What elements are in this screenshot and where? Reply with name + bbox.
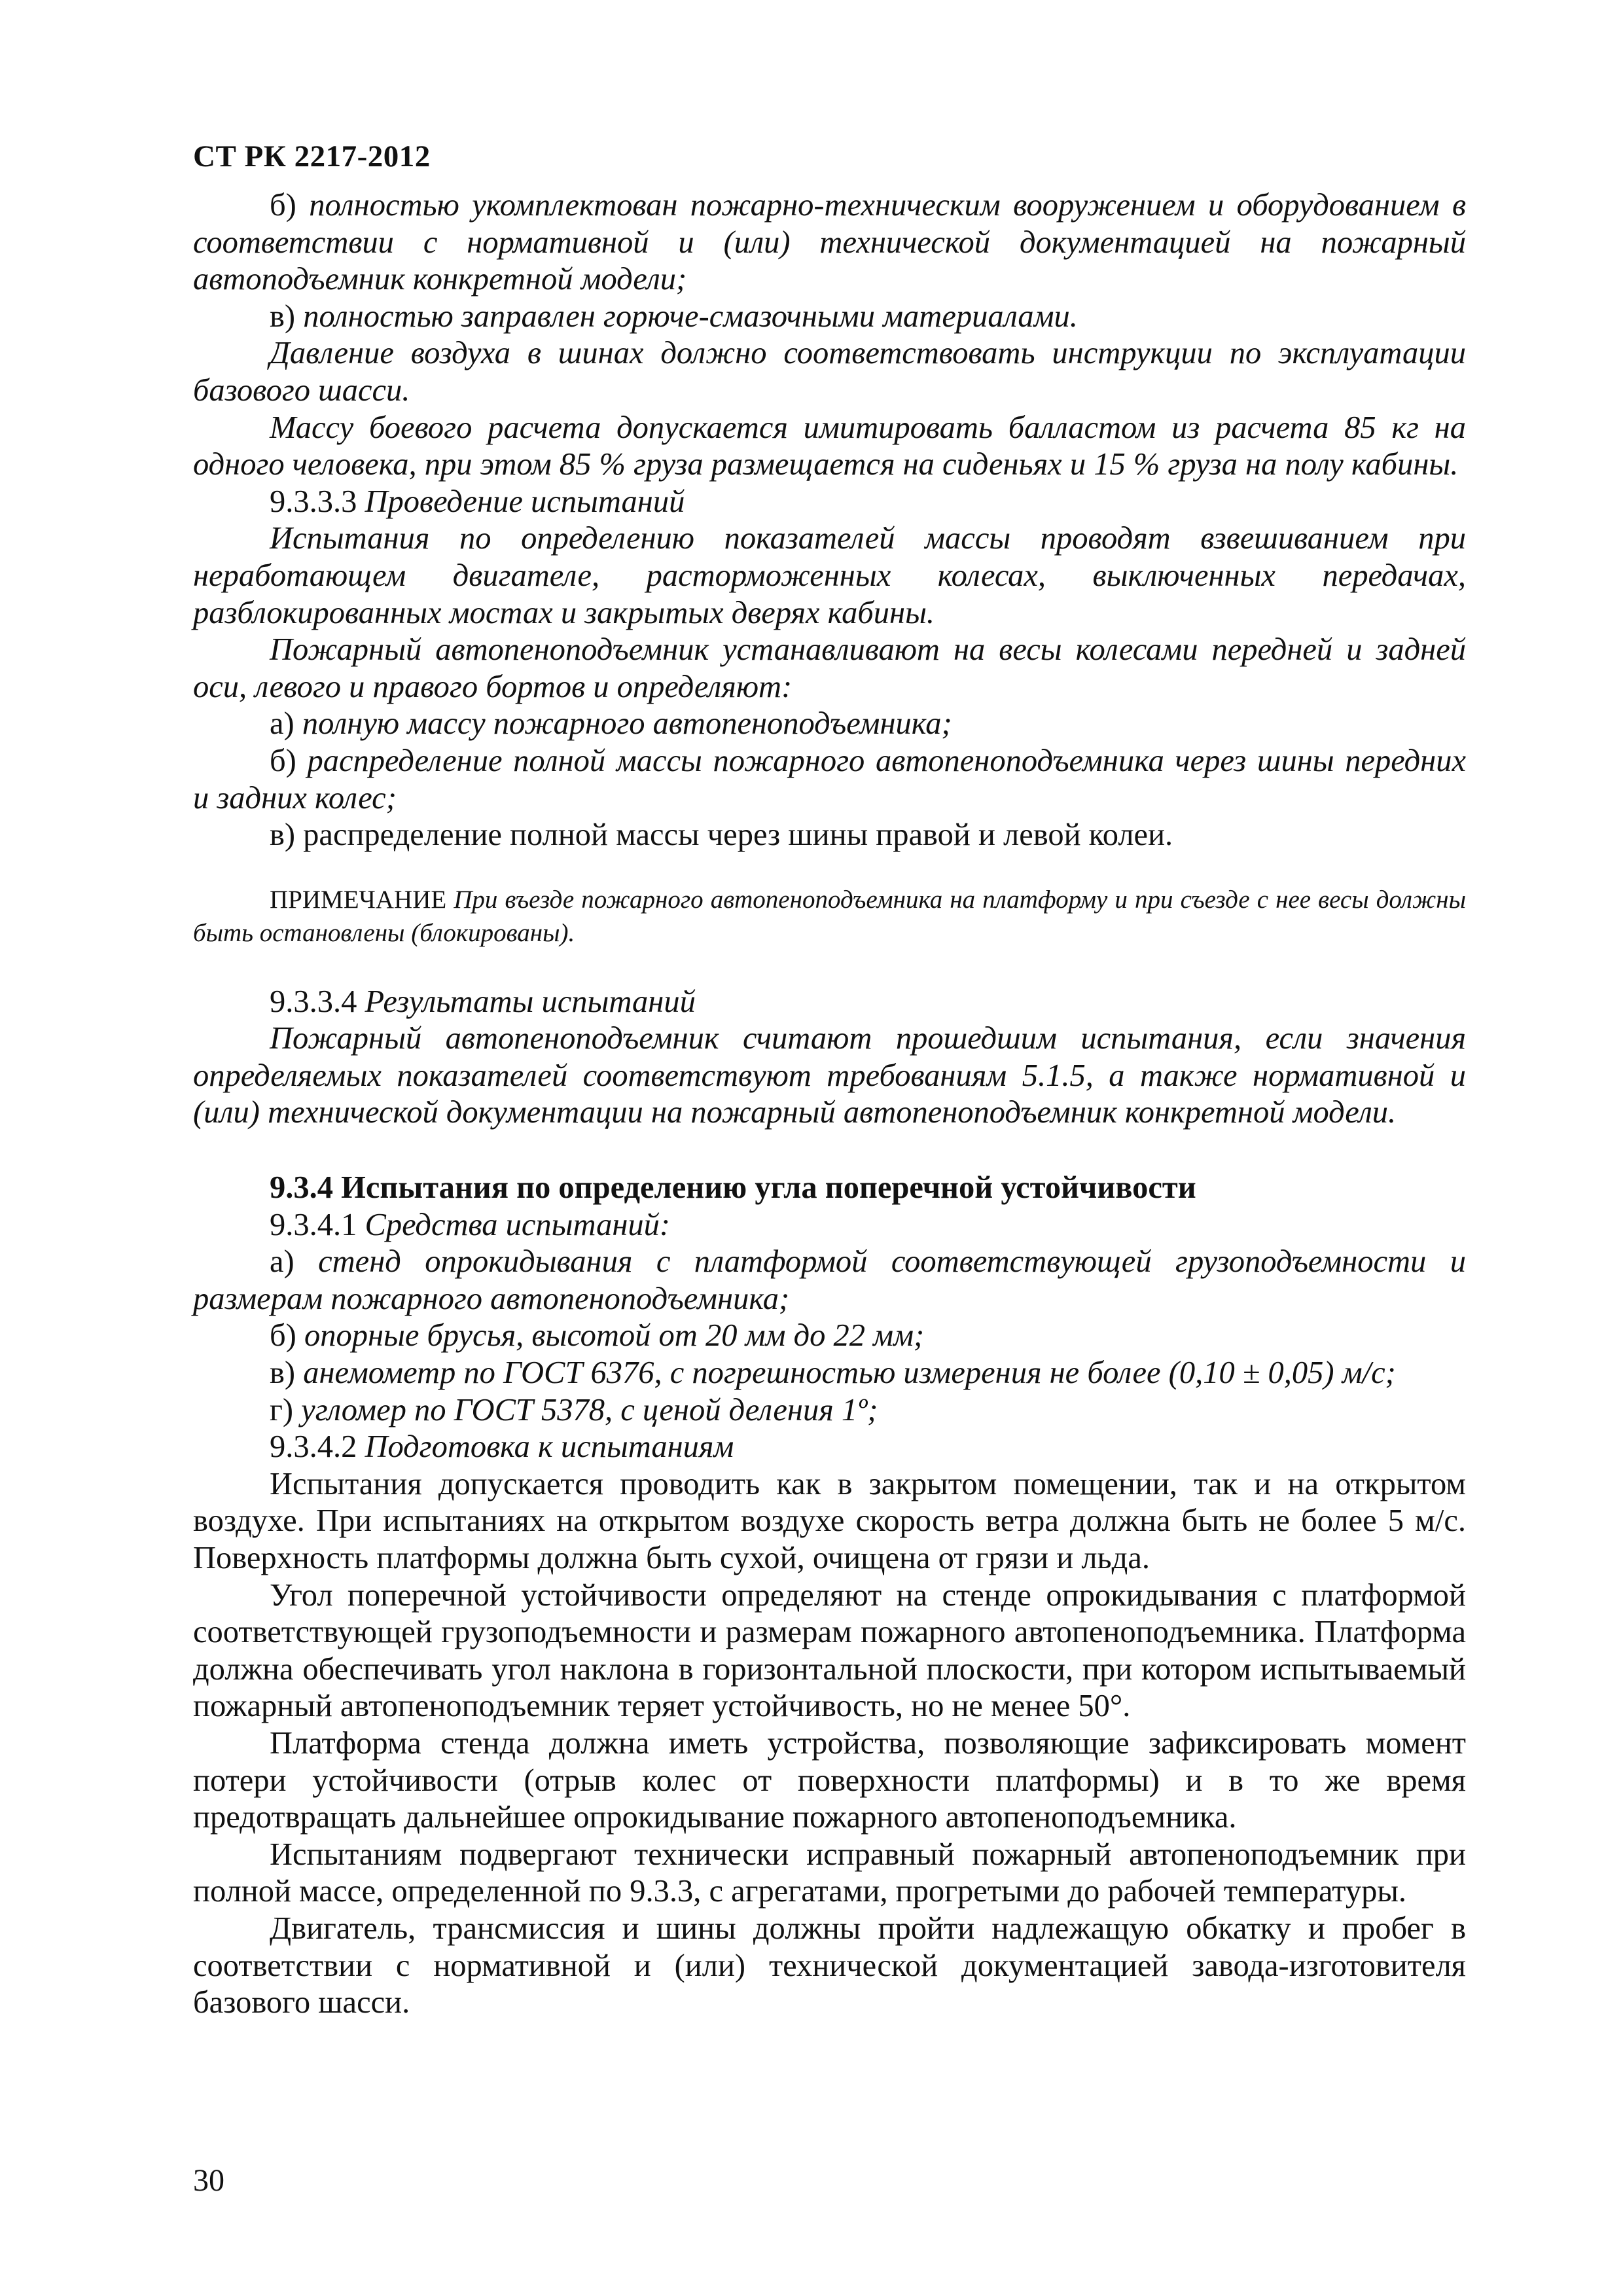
- note-text: При въезде пожарного автопеноподъемника на платформу и при съезде с нее весы должны быть остановлены (блокированы).: [193, 885, 1466, 947]
- page-number: 30: [193, 2163, 224, 2198]
- section-number: 9.3.3.3: [270, 484, 365, 519]
- section-title: Проведение испытаний: [365, 484, 685, 519]
- paragraph-text: распределение полной массы пожарного автопеноподъемника через шины передних и задних колес;: [193, 743, 1466, 816]
- document-code-header: СТ РК 2217-2012: [193, 139, 431, 173]
- paragraph-stability-angle: Угол поперечной устойчивости определяют на стенде опрокидывания с платформой соответствующей грузоподъемности и размерам пожарного автопеноподъемника. Платформа должна обеспечивать угол наклона в горизонтальной плоскости, при котором испытываемый пожарный автопеноподъемник теряет устойчивость, но не менее 50°.: [193, 1577, 1466, 1724]
- paragraph-scales: Пожарный автопеноподъемник устанавливают на весы колесами передней и задней оси, левого и правого бортов и определяют:: [193, 632, 1466, 704]
- paragraph-fuel: [193, 298, 1466, 336]
- paragraph-text: опорные брусья, высотой от 20 мм до 22 мм;: [304, 1318, 925, 1354]
- paragraph-running-in: Двигатель, трансмиссия и шины должны пройти надлежащую обкатку и пробег в соответствии с нормативной и (или) технической документацией завода-изготовителя базового шасси.: [193, 1910, 1466, 2020]
- section-9-3-4-1-title: [193, 1207, 1466, 1244]
- paragraph-goniometer: [193, 1392, 1466, 1429]
- paragraph-text: полную массу пожарного автопеноподъемника;: [302, 706, 952, 742]
- paragraph-test-conditions: Испытания допускается проводить как в закрытом помещении, так и на открытом воздухе. При испытаниях на открытом воздухе скорость ветра должна быть не более 5 м/с. Поверхность платформы должна быть сухой, очищена от грязи и льда.: [193, 1466, 1466, 1575]
- list-marker: а): [270, 1244, 319, 1280]
- list-marker: б): [270, 743, 308, 778]
- paragraph-tire-pressure: Давление воздуха в шинах должно соответствовать инструкции по эксплуатации базового шасси.: [193, 336, 1466, 408]
- note: [193, 883, 1466, 950]
- paragraph-crew-mass: Массу боевого расчета допускается имитировать балластом из расчета 85 кг на одного человека, при этом 85 % груза размещается на сиденьях и 15 % груза на полу кабины.: [193, 410, 1466, 482]
- section-title: Средства испытаний:: [365, 1207, 671, 1242]
- paragraph-stand-devices: Платформа стенда должна иметь устройства, позволяющие зафиксировать момент потери устойчивости (отрыв колес от поверхности платформы) и в то же время предотвращать дальнейшее опрокидывание пожарного автопеноподъемника.: [193, 1725, 1466, 1835]
- paragraph-text: полностью укомплектован пожарно-техническим вооружением и оборудованием в соответствии с нормативной и (или) технической документацией на пожарный автоподъемник конкретной модели;: [193, 188, 1466, 297]
- section-9-3-4-2-title: [193, 1429, 1466, 1466]
- document-body: [193, 187, 1466, 2022]
- paragraph-support-bars: [193, 1318, 1466, 1355]
- section-9-3-3-4-title: [193, 984, 1466, 1021]
- list-marker: в): [270, 1355, 304, 1391]
- section-number: 9.3.3.4: [270, 984, 365, 1019]
- paragraph-tilt-stand: [193, 1244, 1466, 1318]
- paragraph-vehicle-condition: Испытаниям подвергают технически исправный пожарный автопеноподъемник при полной массе, определенной по 9.3.3, с агрегатами, прогретыми до рабочей температуры.: [193, 1837, 1466, 1909]
- paragraph-results: Пожарный автопеноподъемник считают прошедшим испытания, если значения определяемых показателей соответствуют требованиям 5.1.5, а также нормативной и (или) технической документации на пожарный автопеноподъемник конкретной модели.: [193, 1021, 1466, 1130]
- section-9-3-4-heading: 9.3.4 Испытания по определению угла поперечной устойчивости: [270, 1170, 1196, 1206]
- paragraph-mass-distribution-track: в) распределение полной массы через шины правой и левой колеи.: [270, 817, 1173, 853]
- list-marker: г): [270, 1392, 302, 1427]
- paragraph-equipment: [193, 187, 1466, 298]
- paragraph-text: полностью заправлен горюче-смазочными материалами.: [303, 298, 1078, 334]
- paragraph-text: угломер по ГОСТ 5378, с ценой деления 1º;: [301, 1392, 878, 1427]
- list-marker: в): [270, 298, 304, 334]
- section-title: Результаты испытаний: [365, 984, 696, 1019]
- list-marker: б): [270, 188, 310, 223]
- paragraph-text: анемометр по ГОСТ 6376, с погрешностью измерения не более (0,10 ± 0,05) м/с;: [303, 1355, 1396, 1391]
- section-title: Подготовка к испытаниям: [365, 1429, 734, 1465]
- paragraph-mass-distribution-axles: [193, 743, 1466, 817]
- paragraph-full-mass: [193, 706, 1466, 743]
- paragraph-anemometer: [193, 1355, 1466, 1392]
- section-9-3-3-3-title: [193, 484, 1466, 521]
- list-marker: а): [270, 706, 302, 742]
- section-number: 9.3.4.1: [270, 1207, 365, 1242]
- list-marker: б): [270, 1318, 304, 1354]
- paragraph-text: стенд опрокидывания с платформой соответствующей грузоподъемности и размерам пожарного автопеноподъемника;: [193, 1244, 1466, 1316]
- paragraph-weighing: Испытания по определению показателей массы проводят взвешиванием при неработающем двигателе, расторможенных колесах, выключенных передачах, разблокированных мостах и закрытых дверях кабины.: [193, 521, 1466, 630]
- section-number: 9.3.4.2: [270, 1429, 365, 1465]
- note-label: ПРИМЕЧАНИЕ: [270, 885, 454, 914]
